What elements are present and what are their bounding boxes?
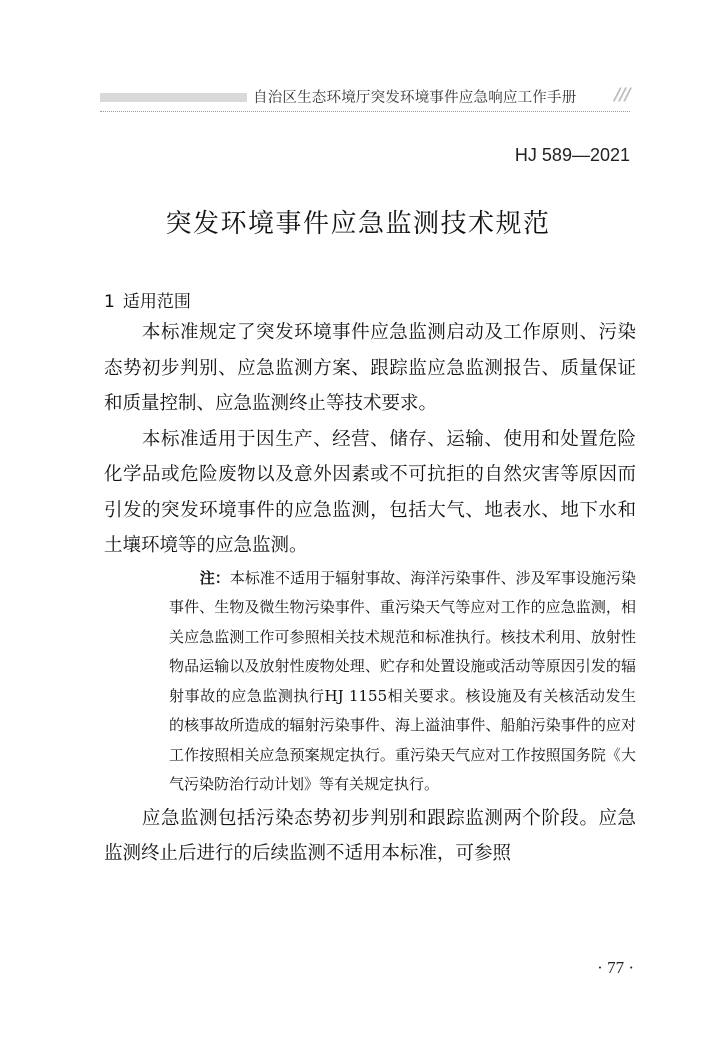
body-text — [104, 315, 636, 872]
paragraph-stages: 应急监测包括污染态势初步判别和跟踪监测两个阶段。应急监测终止后进行的后续监测不适用本标准，可参照 — [104, 807, 636, 864]
running-header — [100, 82, 630, 112]
header-bar — [100, 93, 247, 102]
document-title: 突发环境事件应急监测技术规范 — [165, 209, 551, 239]
note-label: 注： — [199, 568, 230, 587]
header-decoration: /// — [614, 85, 630, 105]
section-number: 1 — [104, 292, 115, 312]
paragraph-scope: 本标准规定了突发环境事件应急监测启动及工作原则、污染态势初步判别、应急监测方案、跟踪监应急监测报告、质量保证和质量控制、应急监测终止等技术要求。 — [104, 322, 636, 414]
note-text: 本标准不适用于辐射事故、海洋污染事件、涉及军事设施污染事件、生物及微生物污染事件、重污染天气等应对工作的应急监测，相关应急监测工作可参照相关技术规范和标准执行。核技术利用、放射性物品运输以及放射性废物处理、贮存和处置设施或活动等原因引发的辐射事故的应急监测执行HJ 1155相关要求。核设施及有关核活动发生的核事故所造成的辐射污染事件、海上溢油事件、船舶污染事件的应对工作按照相关应急预案规定执行。重污染天气应对工作按照国务院《大气污染防治行动计划》等有关规定执行。 — [169, 568, 636, 793]
standard-code: HJ 589—2021 — [514, 145, 630, 165]
section-heading — [104, 287, 191, 312]
header-dotted-rule — [100, 111, 630, 112]
paragraph-applicability: 本标准适用于因生产、经营、储存、运输、使用和处置危险化学品或危险废物以及意外因素或不可抗拒的自然灾害等原因而引发的突发环境事件的应急监测，包括大气、地表水、地下水和土壤环境等的应急监测。 — [104, 428, 636, 556]
note — [104, 564, 636, 800]
header-title: 自治区生态环境厅突发环境事件应急响应工作手册 — [253, 90, 577, 106]
section-title: 适用范围 — [122, 292, 191, 312]
page-number: · 77 · — [597, 958, 634, 977]
